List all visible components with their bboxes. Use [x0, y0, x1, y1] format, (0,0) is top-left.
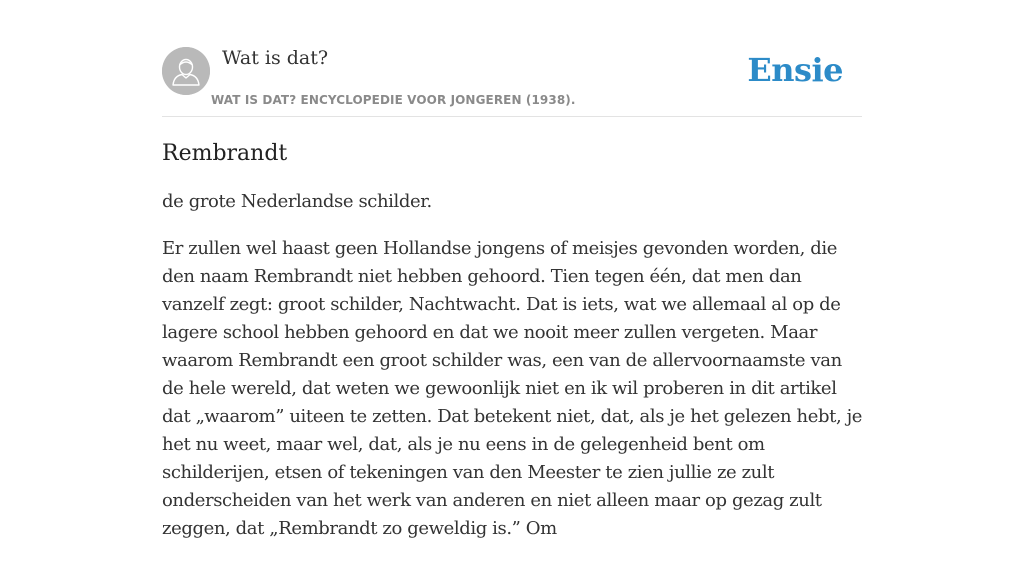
source-header [162, 46, 862, 117]
user-icon [162, 47, 210, 95]
article-paragraph: de grote Nederlandse schilder. [162, 191, 432, 212]
brand-logo[interactable]: Ensie [747, 51, 843, 89]
source-subtitle[interactable]: WAT IS DAT? ENCYCLOPEDIE VOOR JONGEREN (1938). [211, 93, 576, 107]
source-avatar[interactable] [162, 47, 210, 95]
article-paragraph: Er zullen wel haast geen Hollandse jongens of meisjes gevonden worden, die den naam Rembrandt niet hebben gehoord. Tien tegen één, dat men dan vanzelf zegt: groot schilder, Nachtwacht. Dat is iets, wat we allemaal al op de lagere school hebben gehoord en dat we nooit meer zullen vergeten. Maar waarom Rembrandt een groot schilder was, een van de allervoornaamste van de hele wereld, dat weten we gewoonlijk niet en ik wil proberen in dit artikel dat „waarom” uiteen te zetten. Dat betekent niet, dat, als je het gelezen hebt, je het nu weet, maar wel, dat, als je nu eens in de gelegenheid bent om schilderijen, etsen of tekeningen van den Meester te zien jullie ze zult onderscheiden van het werk van anderen en niet alleen maar op gezag zult zeggen, dat „Rembrandt zo geweldig is.” Om [162, 238, 863, 539]
article-title: Rembrandt [162, 141, 288, 166]
article [162, 138, 864, 562]
source-title[interactable]: Wat is dat? [222, 47, 329, 69]
